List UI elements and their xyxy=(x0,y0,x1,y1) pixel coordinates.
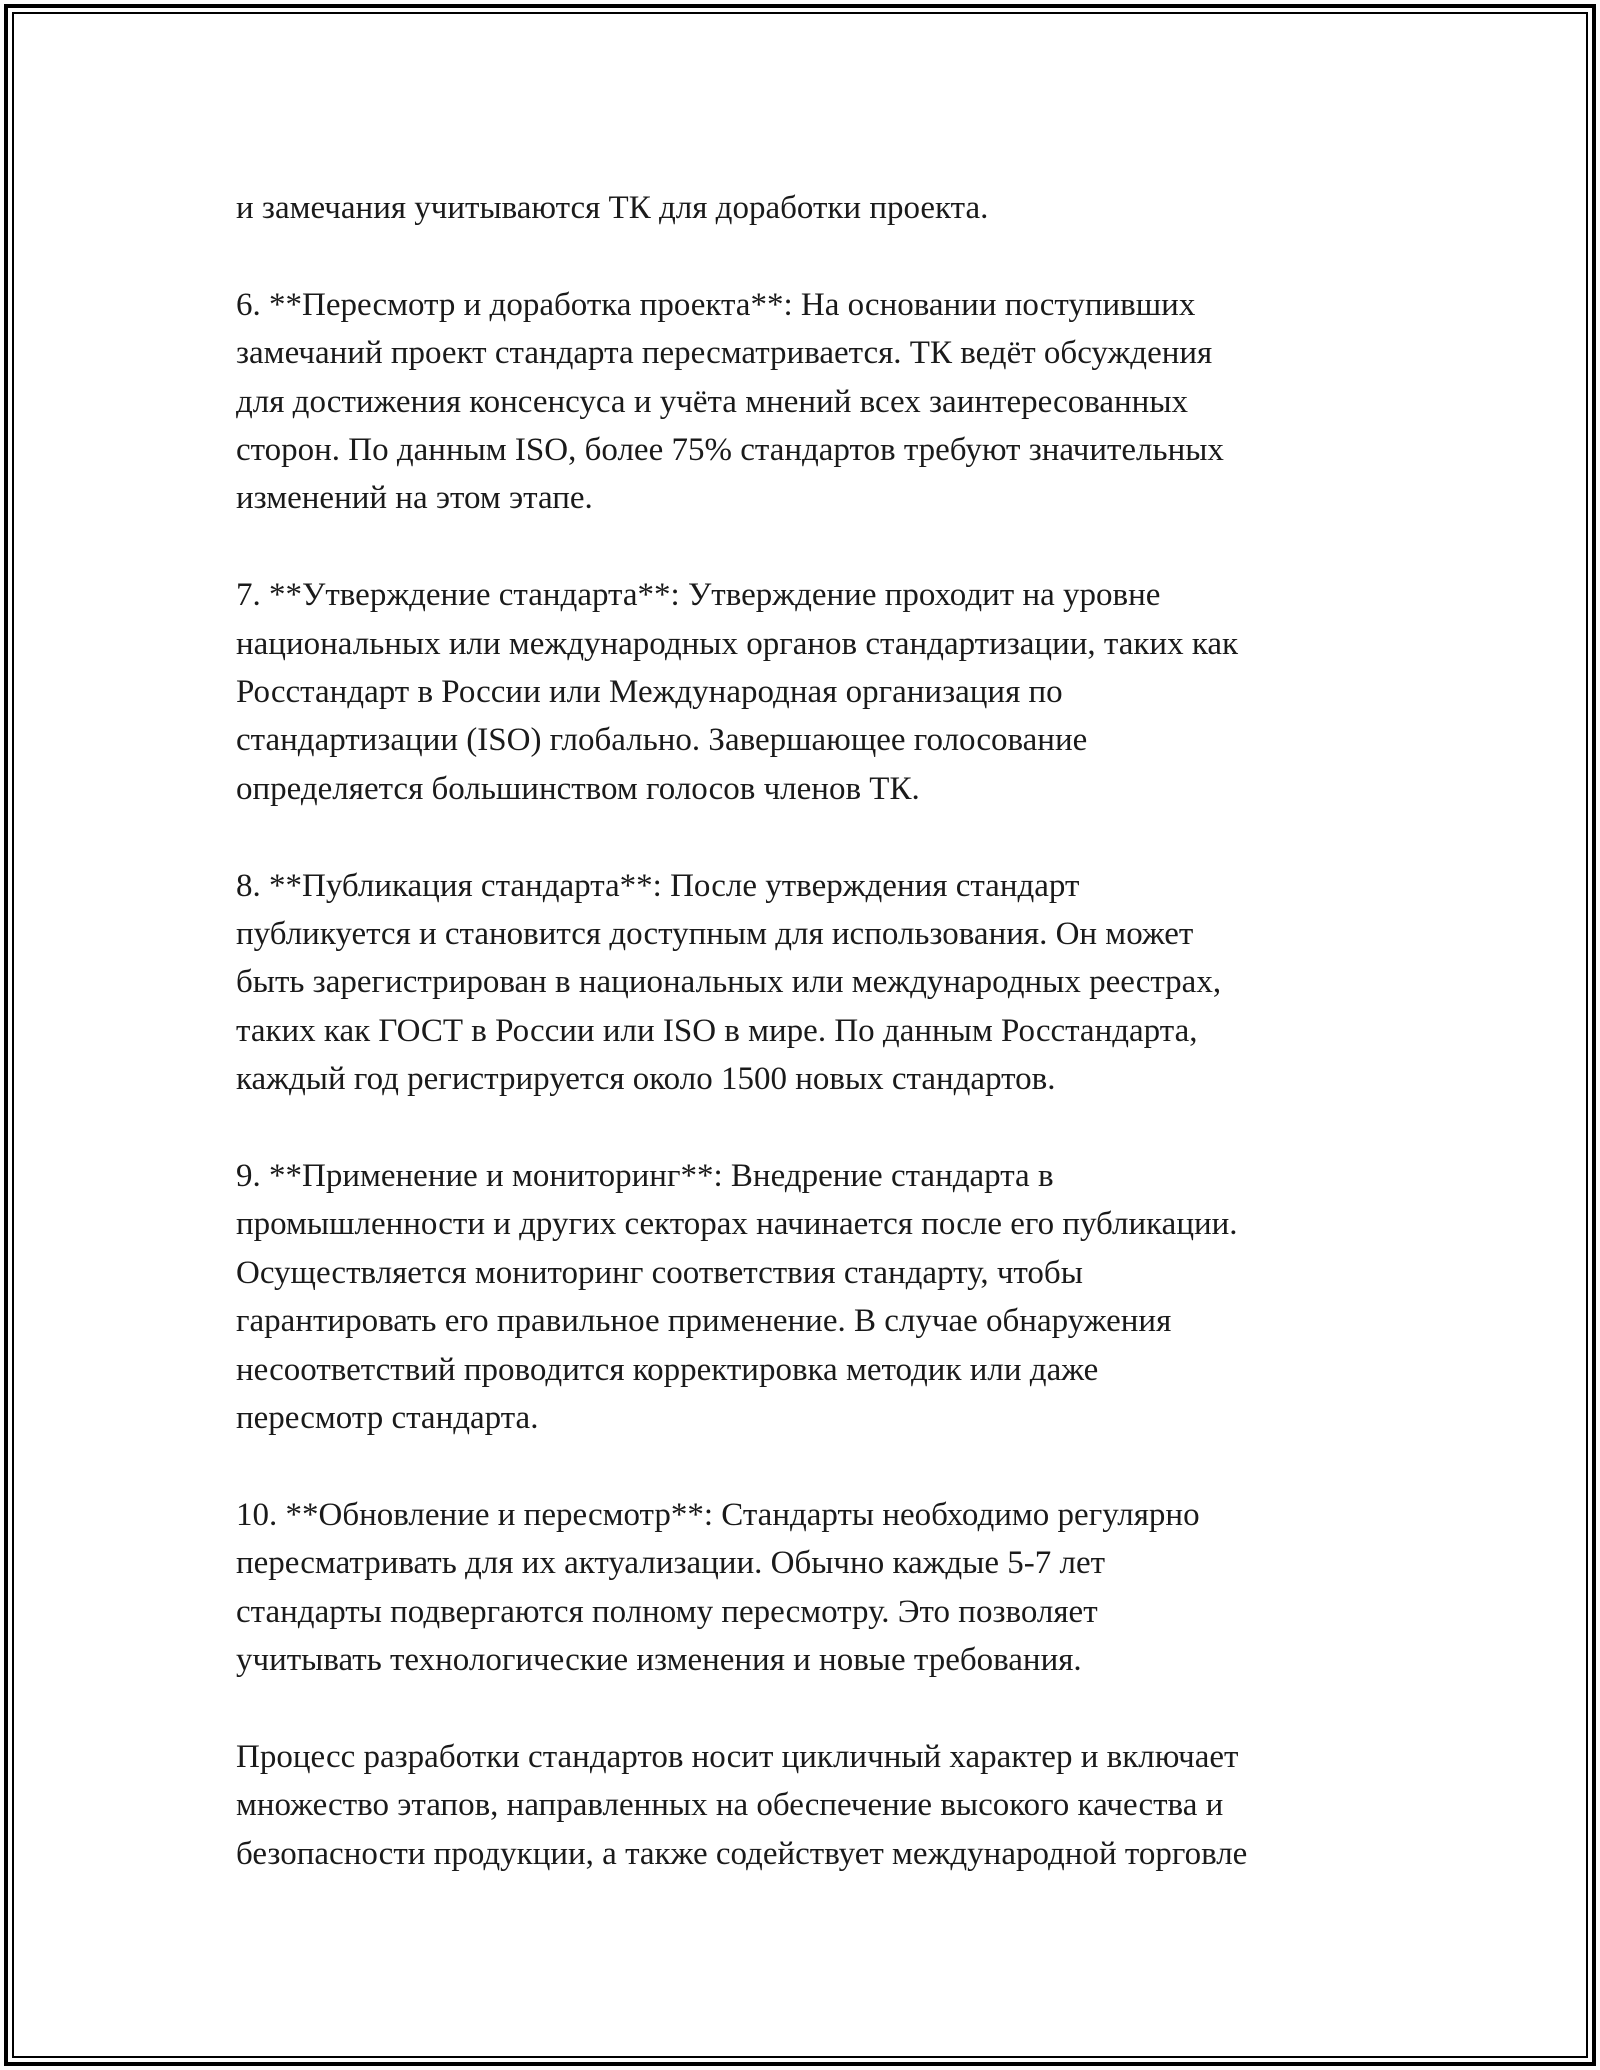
document-body xyxy=(236,184,1416,1927)
paragraph-step-8: 8. **Публикация стандарта**: После утверждения стандарт публикуется и становится доступным для использования. Он может быть зарегистрирован в национальных или международных реестрах, таких как ГОСТ в России или ISO в мире. По данным Росстандарта, каждый год регистрируется около 1500 новых стандартов. xyxy=(236,867,1222,1098)
paragraph-continuation: и замечания учитываются ТК для доработки проекта. xyxy=(236,190,989,226)
paragraph-step-9: 9. **Применение и мониторинг**: Внедрение стандарта в промышленности и других секторах начинается после его публикации. Осуществляется мониторинг соответствия стандарту, чтобы гарантировать его правильное применение. В случае обнаружения несоответствий проводится корректировка методик или даже пересмотр стандарта. xyxy=(236,1158,1238,1437)
paragraph-conclusion: Процесс разработки стандартов носит цикличный характер и включает множество этапов, направленных на обеспечение высокого качества и безопасности продукции, а также содействует международной торговле xyxy=(236,1738,1248,1872)
paragraph-step-10: 10. **Обновление и пересмотр**: Стандарты необходимо регулярно пересматривать для их актуализации. Обычно каждые 5-7 лет стандарты подвергаются полному пересмотру. Это позволяет учитывать технологические изменения и новые требования. xyxy=(236,1496,1200,1679)
paragraph-step-6: 6. **Пересмотр и доработка проекта**: На основании поступивших замечаний проект стандарта пересматривается. ТК ведёт обсуждения для достижения консенсуса и учёта мнений всех заинтересованных сторон. По данным ISO, более 75% стандартов требуют значительных изменений на этом этапе. xyxy=(236,286,1224,517)
paragraph-step-7: 7. **Утверждение стандарта**: Утверждение проходит на уровне национальных или международных органов стандартизации, таких как Росстандарт в России или Международная организация по стандартизации (ISO) глобально. Завершающее голосование определяется большинством голосов членов ТК. xyxy=(236,577,1239,807)
